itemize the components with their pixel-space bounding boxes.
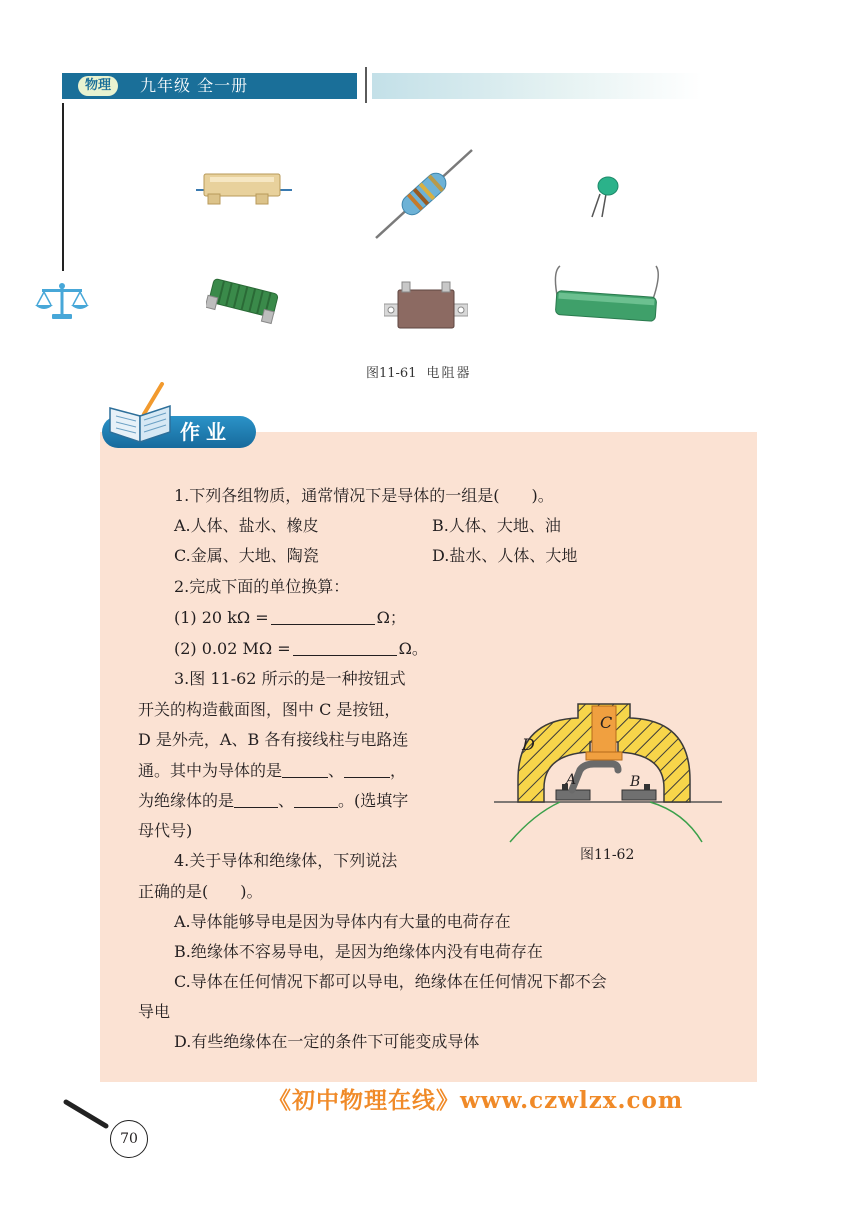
q1-option-a: A.人体、盐水、橡皮 — [174, 516, 319, 535]
q1-stem: 1.下列各组物质，通常情况下是导体的一组是( )。 — [174, 486, 554, 505]
figure-11-62-switch-diagram — [494, 696, 726, 848]
watermark-text: 《初中物理在线》www.czwlzx.com — [268, 1087, 684, 1114]
q3-line-4: 通。其中为导体的是 、 ， — [138, 761, 407, 780]
q2-item-2: (2) 0.02 MΩ = Ω。 — [174, 639, 428, 658]
capacitor-photo-green — [586, 172, 626, 218]
q4-option-a: A.导体能够导电是因为导体内有大量的电荷存在 — [174, 912, 511, 931]
resistor-photo-green-wirewound — [206, 274, 280, 326]
q4-option-d: D.有些绝缘体在一定的条件下可能变成导体 — [174, 1032, 480, 1051]
label-d: D — [522, 735, 535, 754]
q3-line-6: 母代号) — [138, 821, 193, 840]
label-c: C — [600, 713, 613, 732]
header-gradient-band — [372, 73, 702, 99]
q3-line-2: 开关的构造截面图，图中 C 是按钮， — [138, 700, 401, 719]
label-b: B — [630, 774, 641, 790]
q4-option-b: B.绝缘体不容易导电，是因为绝缘体内没有电荷存在 — [174, 942, 543, 961]
margin-line — [62, 103, 64, 271]
q3-blank-conductor-2 — [344, 759, 390, 778]
q3-line-3: D 是外壳，A、B 各有接线柱与电路连 — [138, 730, 409, 749]
resistor-photo-color-band — [374, 148, 474, 240]
page-number: 70 — [110, 1120, 148, 1158]
q3-blank-conductor-1 — [282, 759, 328, 778]
figure-caption-text: 电阻器 — [426, 366, 472, 381]
resistor-photo-mounted-ceramic — [384, 280, 468, 330]
book-pencil-icon — [106, 382, 176, 444]
q4-line-2: 正确的是( )。 — [138, 882, 263, 901]
resistor-photo-green-tubular — [552, 262, 662, 324]
resistor-photo-aluminum-housed — [196, 168, 292, 210]
q1-option-d: D.盐水、人体、大地 — [432, 546, 578, 565]
grade-text: 九年级 全一册 — [140, 76, 249, 95]
q1-option-c: C.金属、大地、陶瓷 — [174, 546, 319, 565]
q1-option-b: B.人体、大地、油 — [432, 516, 561, 535]
q3-blank-insulator-1 — [234, 789, 278, 808]
q4-option-c-line-1: C.导体在任何情况下都可以导电，绝缘体在任何情况下都不会 — [174, 972, 607, 991]
q4-option-c-line-2: 导电 — [138, 1002, 171, 1021]
q2-item-1: (1) 20 kΩ = Ω； — [174, 608, 406, 627]
header-divider — [365, 67, 367, 103]
figure-11-62-number: 图11-62 — [580, 847, 635, 863]
q3-line-5: 为绝缘体的是 、 。(选填字 — [138, 791, 409, 810]
figure-11-61-caption — [366, 362, 472, 381]
label-a: A — [566, 772, 577, 788]
q2-blank-1 — [271, 606, 375, 625]
q4-line-1: 4.关于导体和绝缘体，下列说法 — [174, 851, 398, 870]
q3-line-1: 3.图 11-62 所示的是一种按钮式 — [174, 669, 406, 688]
figure-number: 图11-61 — [366, 366, 417, 381]
q2-blank-2 — [293, 637, 397, 656]
balance-scale-icon — [34, 282, 90, 322]
q2-stem: 2.完成下面的单位换算： — [174, 577, 350, 596]
homework-title: 作业 — [180, 420, 232, 444]
q3-blank-insulator-2 — [294, 789, 338, 808]
subject-badge: 物理 — [78, 76, 118, 96]
